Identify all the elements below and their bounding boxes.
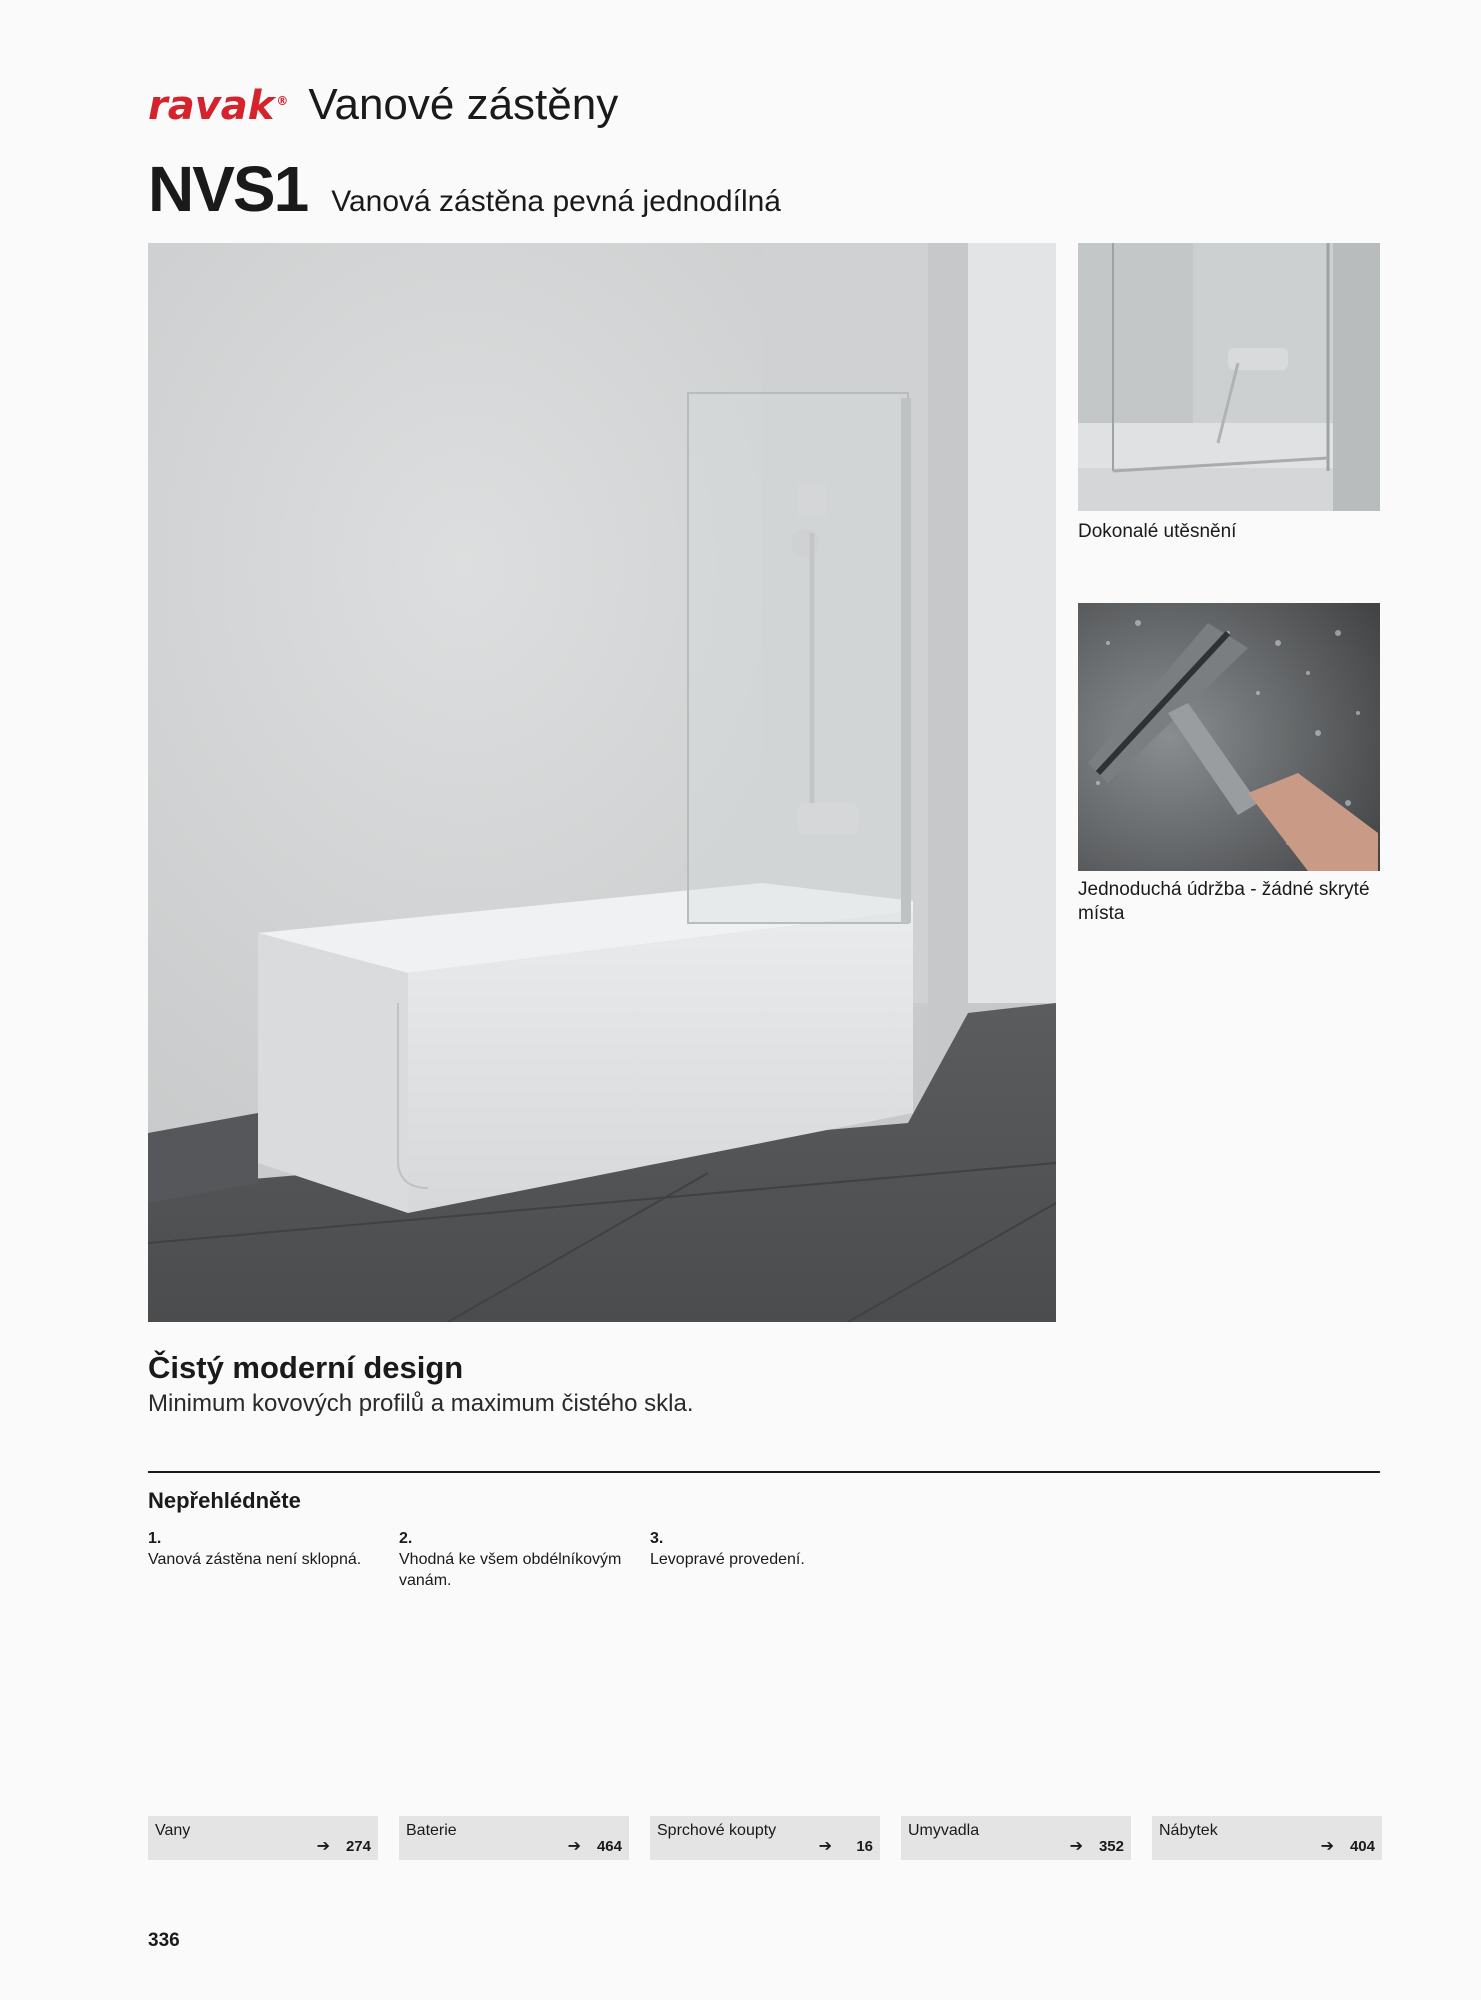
xref-label: Baterie bbox=[406, 1822, 457, 1839]
ravak-logo: ravak ® bbox=[148, 83, 289, 129]
hero-image-bathtub bbox=[148, 243, 1056, 1322]
xref-label: Nábytek bbox=[1159, 1822, 1218, 1839]
section-divider bbox=[148, 1471, 1380, 1473]
notice-item-text: Levopravé provedení. bbox=[650, 1551, 805, 1568]
notice-item-text: Vanová zástěna není sklopná. bbox=[148, 1551, 362, 1568]
notice-item bbox=[399, 1528, 639, 1591]
product-heading bbox=[148, 152, 781, 226]
arrow-right-icon: ➔ bbox=[818, 1838, 832, 1855]
xref-label: Vany bbox=[155, 1822, 191, 1839]
notice-title: Nepřehlédněte bbox=[148, 1488, 301, 1513]
xref-page: 16 bbox=[856, 1838, 873, 1855]
arrow-right-icon: ➔ bbox=[1320, 1838, 1334, 1855]
xref-sprchove-koupty[interactable] bbox=[650, 1816, 880, 1860]
notice-item-number: 2. bbox=[399, 1530, 413, 1547]
thumbnail-caption-seal: Dokonalé utěsnění bbox=[1078, 521, 1237, 542]
thumbnail-cleaning-image bbox=[1078, 603, 1380, 871]
thumbnail-seal-image bbox=[1078, 243, 1380, 511]
page-number: 336 bbox=[148, 1930, 180, 1951]
xref-label: Sprchové koupty bbox=[657, 1822, 777, 1839]
xref-nabytek[interactable] bbox=[1152, 1816, 1382, 1860]
section-title: Vanové zástěny bbox=[308, 80, 619, 129]
notice-item-number: 1. bbox=[148, 1530, 162, 1547]
arrow-right-icon: ➔ bbox=[1069, 1838, 1083, 1855]
feature-title: Čistý moderní design bbox=[148, 1350, 464, 1385]
arrow-right-icon: ➔ bbox=[316, 1838, 330, 1855]
xref-page: 404 bbox=[1349, 1838, 1375, 1855]
xref-page: 464 bbox=[596, 1838, 622, 1855]
feature-text: Minimum kovových profilů a maximum čistého skla. bbox=[148, 1390, 694, 1417]
xref-page: 352 bbox=[1098, 1838, 1124, 1855]
notice-item-number: 3. bbox=[650, 1530, 664, 1547]
xref-umyvadla[interactable] bbox=[901, 1816, 1131, 1860]
xref-baterie[interactable] bbox=[399, 1816, 629, 1860]
xref-label: Umyvadla bbox=[908, 1822, 980, 1839]
arrow-right-icon: ➔ bbox=[567, 1838, 581, 1855]
xref-page: 274 bbox=[345, 1838, 371, 1855]
xref-vany[interactable] bbox=[148, 1816, 378, 1860]
notice-item-text: Vhodná ke všem obdélníkovým vanám. bbox=[399, 1551, 622, 1589]
notice-item bbox=[650, 1528, 890, 1570]
thumbnail-caption-cleaning: Jednoduchá údržba - žádné skryté místa bbox=[1078, 879, 1370, 924]
page-header bbox=[148, 80, 618, 130]
product-code: NVS1 bbox=[148, 153, 308, 225]
product-description: Vanová zástěna pevná jednodílná bbox=[331, 185, 781, 218]
notice-item bbox=[148, 1528, 388, 1570]
